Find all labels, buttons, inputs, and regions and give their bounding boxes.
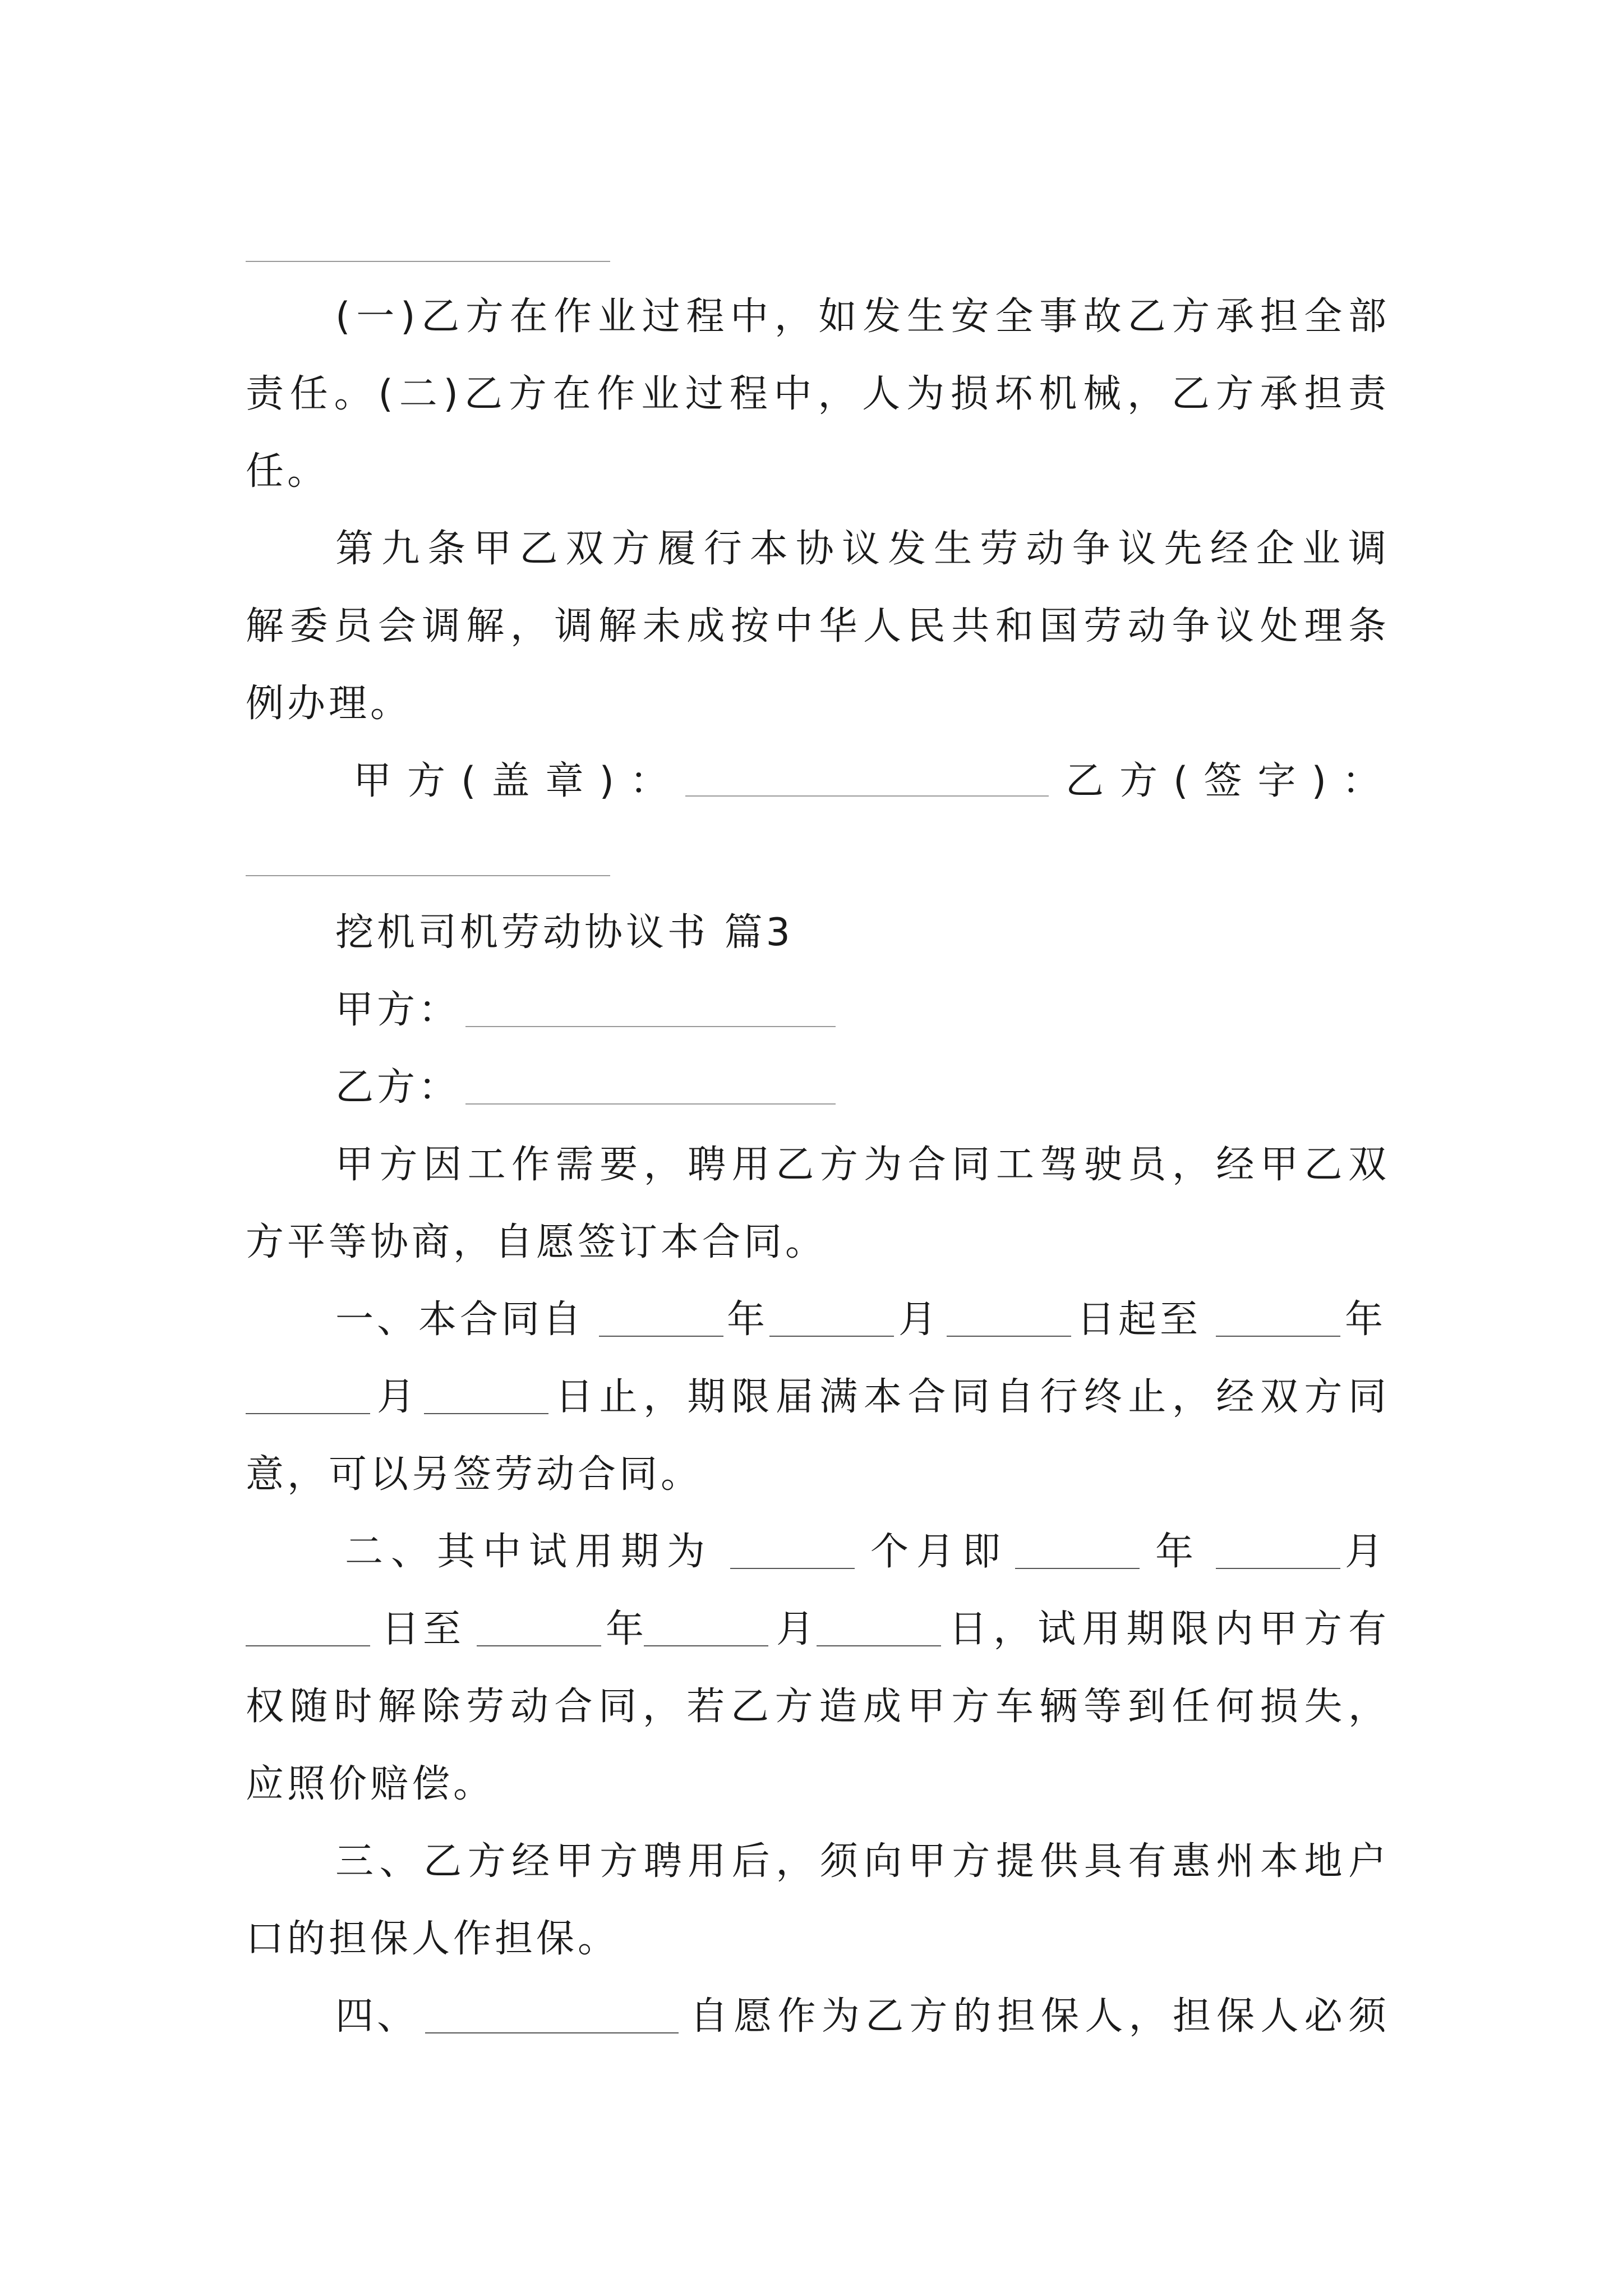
signature-party-b-label: 乙方(签字)： xyxy=(1066,759,1396,803)
paragraph-line: 任。 xyxy=(246,449,329,494)
date-blank xyxy=(477,1645,601,1646)
signature-party-a-label: 甲方(盖章)： xyxy=(353,759,684,803)
party-b-blank xyxy=(465,1103,836,1105)
date-blank xyxy=(1015,1568,1140,1569)
paragraph-line: 方平等协商，自愿签订本合同。 xyxy=(246,1220,827,1264)
item-2-text: 月 xyxy=(1345,1530,1387,1574)
section-title: 挖机司机劳动协议书 篇3 xyxy=(335,910,794,955)
item-4-text: 自愿作为乙方的担保人，担保人必须 xyxy=(690,1994,1390,2039)
date-blank xyxy=(1216,1336,1340,1337)
item-1-text: 一、本合同自 xyxy=(335,1297,585,1342)
party-a-blank xyxy=(465,1026,836,1027)
item-2-text: 日，试用期限内甲方有 xyxy=(949,1607,1390,1651)
paragraph-line: 权随时解除劳动合同，若乙方造成甲方车辆等到任何损失， xyxy=(246,1685,1390,1729)
item-1-text: 月 xyxy=(377,1375,419,1419)
paragraph-line: 解委员会调解，调解未成按中华人民共和国劳动争议处理条 xyxy=(246,604,1390,648)
date-blank xyxy=(769,1336,894,1337)
paragraph-line: 意，可以另签劳动合同。 xyxy=(246,1452,703,1497)
item-2-text: 月 xyxy=(776,1607,818,1651)
signature-blank-line xyxy=(246,875,610,876)
date-blank xyxy=(246,1413,370,1414)
guarantor-blank xyxy=(425,2032,679,2033)
date-blank xyxy=(947,1336,1071,1337)
date-blank xyxy=(644,1645,768,1646)
signature-blank-line xyxy=(685,795,1049,797)
date-blank xyxy=(730,1568,855,1569)
date-blank xyxy=(424,1413,548,1414)
paragraph-line: 三、乙方经甲方聘用后，须向甲方提供具有惠州本地户 xyxy=(335,1839,1390,1884)
item-4-text: 四、 xyxy=(335,1994,419,2039)
item-2-text: 年 xyxy=(606,1607,648,1651)
date-blank xyxy=(246,1645,370,1646)
paragraph-line: 口的担保人作担保。 xyxy=(246,1917,620,1961)
item-1-text: 年 xyxy=(1345,1297,1387,1342)
paragraph-line: 例办理。 xyxy=(246,682,412,726)
party-a-label: 甲方： xyxy=(335,988,460,1032)
paragraph-line: (一)乙方在作业过程中，如发生安全事故乙方承担全部 xyxy=(335,295,1390,339)
item-1-text: 月 xyxy=(898,1297,940,1342)
item-2-text: 年 xyxy=(1155,1530,1197,1574)
date-blank xyxy=(817,1645,941,1646)
item-2-text: 二、其中试用期为 xyxy=(345,1530,713,1574)
paragraph-line: 甲方因工作需要，聘用乙方为合同工驾驶员，经甲乙双 xyxy=(335,1143,1390,1187)
date-blank xyxy=(1216,1568,1340,1569)
item-2-text: 日至 xyxy=(381,1607,465,1651)
item-1-text: 年 xyxy=(727,1297,769,1342)
signature-blank-line xyxy=(246,261,610,262)
item-1-text: 日起至 xyxy=(1077,1297,1202,1342)
date-blank xyxy=(599,1336,723,1337)
paragraph-line: 应照价赔偿。 xyxy=(246,1762,495,1806)
paragraph-line: 责任。(二)乙方在作业过程中，人为损坏机械，乙方承担责 xyxy=(246,372,1390,416)
paragraph-line: 第九条甲乙双方履行本协议发生劳动争议先经企业调 xyxy=(335,527,1390,571)
item-1-text: 日止，期限届满本合同自行终止，经双方同 xyxy=(555,1375,1390,1419)
item-2-text: 个月即 xyxy=(870,1530,1009,1574)
party-b-label: 乙方： xyxy=(335,1065,460,1110)
